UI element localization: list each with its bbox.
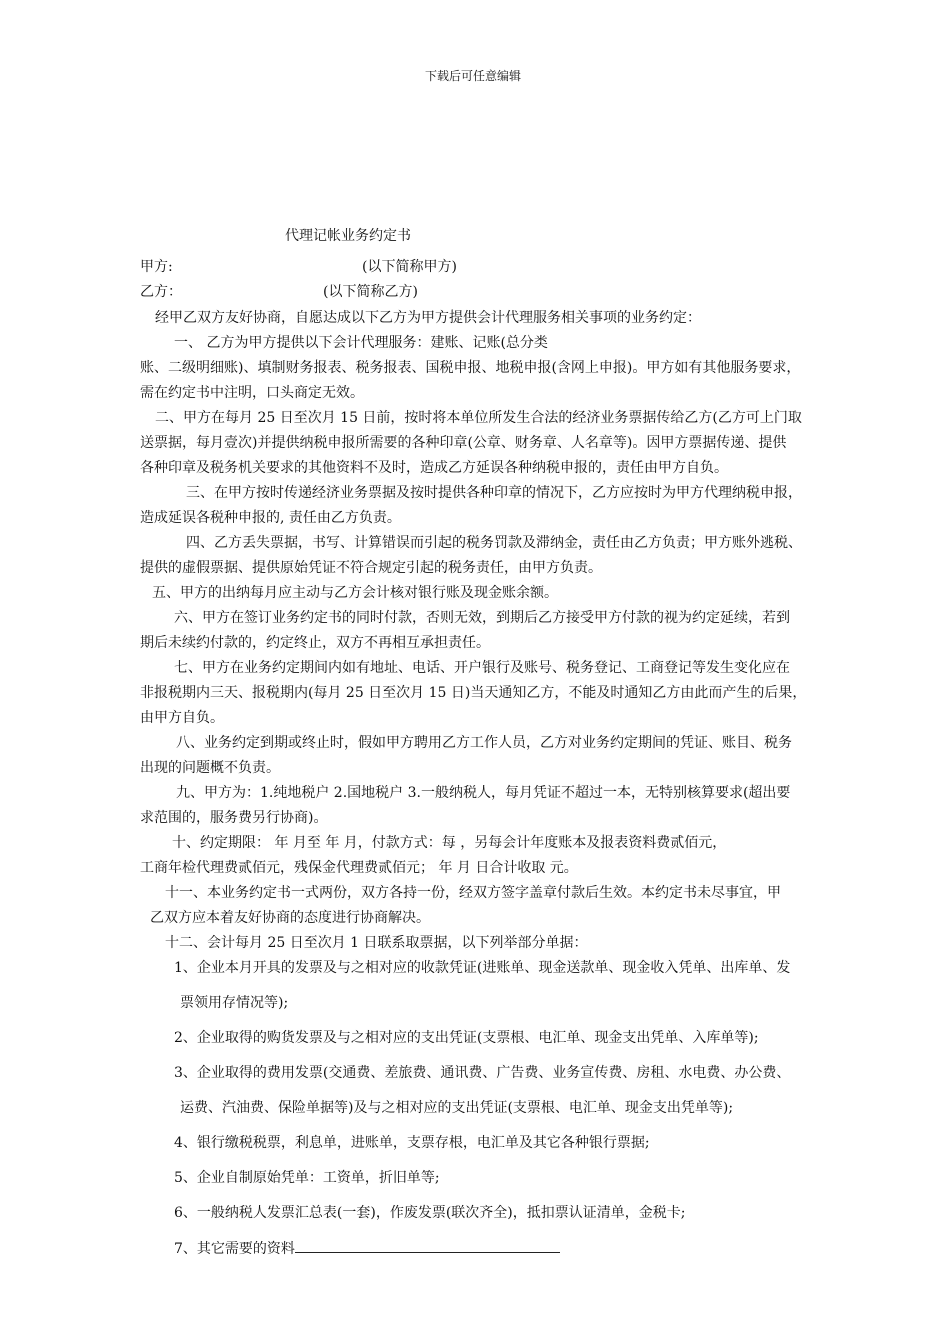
party-b-label: 乙方： (140, 284, 182, 300)
clause-3-line: 三、在甲方按时传递经济业务票据及按时提供各种印章的情况下，乙方应按时为甲方代理纳税申报， (186, 485, 802, 501)
clause-10-line: 十、约定期限： 年 月至 年 月，付款方式：每 ，另每会计年度账本及报表资料费贰佰元， (172, 835, 727, 851)
list-item: 6、一般纳税人发票汇总表(一套)，作废发票(联次齐全)，抵扣票认证清单，金税卡; (174, 1205, 686, 1221)
clause-4-line: 提供的虚假票据、提供原始凭证不符合规定引起的税务责任，由甲方负责。 (140, 560, 602, 576)
list-item: 票领用存情况等); (180, 995, 289, 1011)
clause-2-line: 二、甲方在每月 25 日至次月 15 日前，按时将本单位所发生合法的经济业务票据传给乙方(乙方可上门取 (155, 410, 802, 426)
clause-1-line: 账、二级明细账)、填制财务报表、税务报表、国税申报、地税申报(含网上申报)。甲方如有其他服务要求， (140, 360, 801, 376)
party-a-note: (以下简称甲方) (362, 259, 457, 275)
list-item: 2、企业取得的购货发票及与之相对应的支出凭证(支票根、电汇单、现金支出凭单、入库单等); (174, 1030, 759, 1046)
list-item-label: 7、其它需要的资料 (174, 1241, 295, 1257)
clause-9-line: 求范围的，服务费另行协商)。 (140, 810, 328, 826)
clause-5-line: 五、甲方的出纳每月应主动与乙方会计核对银行账及现金账余额。 (152, 585, 558, 601)
clause-7-line: 非报税期内三天、报税期内(每月 25 日至次月 15 日)当天通知乙方，不能及时通知乙方由此而产生的后果， (140, 685, 807, 701)
clause-6-line: 六、甲方在签订业务约定书的同时付款，否则无效，到期后乙方接受甲方付款的视为约定延续，若到 (174, 610, 790, 626)
intro-paragraph: 经甲乙双方友好协商，自愿达成以下乙方为甲方提供会计代理服务相关事项的业务约定： (155, 310, 701, 326)
clause-8-line: 出现的问题概不负责。 (140, 760, 280, 776)
clause-12-line: 十二、会计每月 25 日至次月 1 日联系取票据，以下列举部分单据： (165, 935, 588, 951)
list-item (174, 1238, 560, 1259)
clause-2-line: 各种印章及税务机关要求的其他资料不及时，造成乙方延误各种纳税申报的，责任由甲方自负。 (140, 460, 728, 476)
clause-8-line: 八、业务约定到期或终止时，假如甲方聘用乙方工作人员，乙方对业务约定期间的凭证、账目、税务 (176, 735, 792, 751)
clause-9-line: 九、甲方为：1.纯地税户 2.国地税户 3.一般纳税人，每月凭证不超过一本，无特别核算要求(超出要 (176, 785, 791, 801)
clause-7-line: 由甲方自负。 (140, 710, 224, 726)
list-item: 运费、汽油费、保险单据等)及与之相对应的支出凭证(支票根、电汇单、现金支出凭单等); (180, 1100, 734, 1116)
clause-10-line: 工商年检代理费贰佰元，残保金代理费贰佰元； 年 月 日合计收取 元。 (140, 860, 578, 876)
list-item: 1、企业本月开具的发票及与之相对应的收款凭证(进账单、现金送款单、现金收入凭单、出库单、发 (174, 960, 791, 976)
clause-3-line: 造成延误各税种申报的, 责任由乙方负责。 (140, 510, 401, 526)
list-item: 3、企业取得的费用发票(交通费、差旅费、通讯费、广告费、业务宣传费、房租、水电费、办公费、 (174, 1065, 791, 1081)
fill-in-blank-line (295, 1238, 560, 1253)
clause-2-line: 送票据，每月壹次)并提供纳税申报所需要的各种印章(公章、财务章、人名章等)。因甲方票据传递、提供 (140, 435, 787, 451)
document-title: 代理记帐业务约定书 (285, 228, 411, 244)
list-item: 4、银行缴税税票，利息单，进账单，支票存根，电汇单及其它各种银行票据; (174, 1135, 650, 1151)
clause-7-line: 七、甲方在业务约定期间内如有地址、电话、开户银行及账号、税务登记、工商登记等发生变化应在 (174, 660, 790, 676)
list-item: 5、企业自制原始凭单：工资单，折旧单等; (174, 1170, 440, 1186)
clause-6-line: 期后未续约付款的，约定终止，双方不再相互承担责任。 (140, 635, 490, 651)
clause-11-line: 十一、本业务约定书一式两份，双方各持一份，经双方签字盖章付款后生效。本约定书未尽事宜，甲 (165, 885, 781, 901)
clause-1-line: 需在约定书中注明，口头商定无效。 (140, 385, 364, 401)
clause-11-line: 乙双方应本着友好协商的态度进行协商解决。 (150, 910, 430, 926)
clause-4-line: 四、乙方丢失票据，书写、计算错误而引起的税务罚款及滞纳金，责任由乙方负责；甲方账外逃税、 (186, 535, 802, 551)
header-note: 下载后可任意编辑 (425, 69, 522, 83)
clause-1-line: 一、 乙方为甲方提供以下会计代理服务：建账、记账(总分类 (174, 335, 548, 351)
party-a-label: 甲方: (140, 259, 173, 275)
party-b-note: (以下简称乙方) (323, 284, 418, 300)
